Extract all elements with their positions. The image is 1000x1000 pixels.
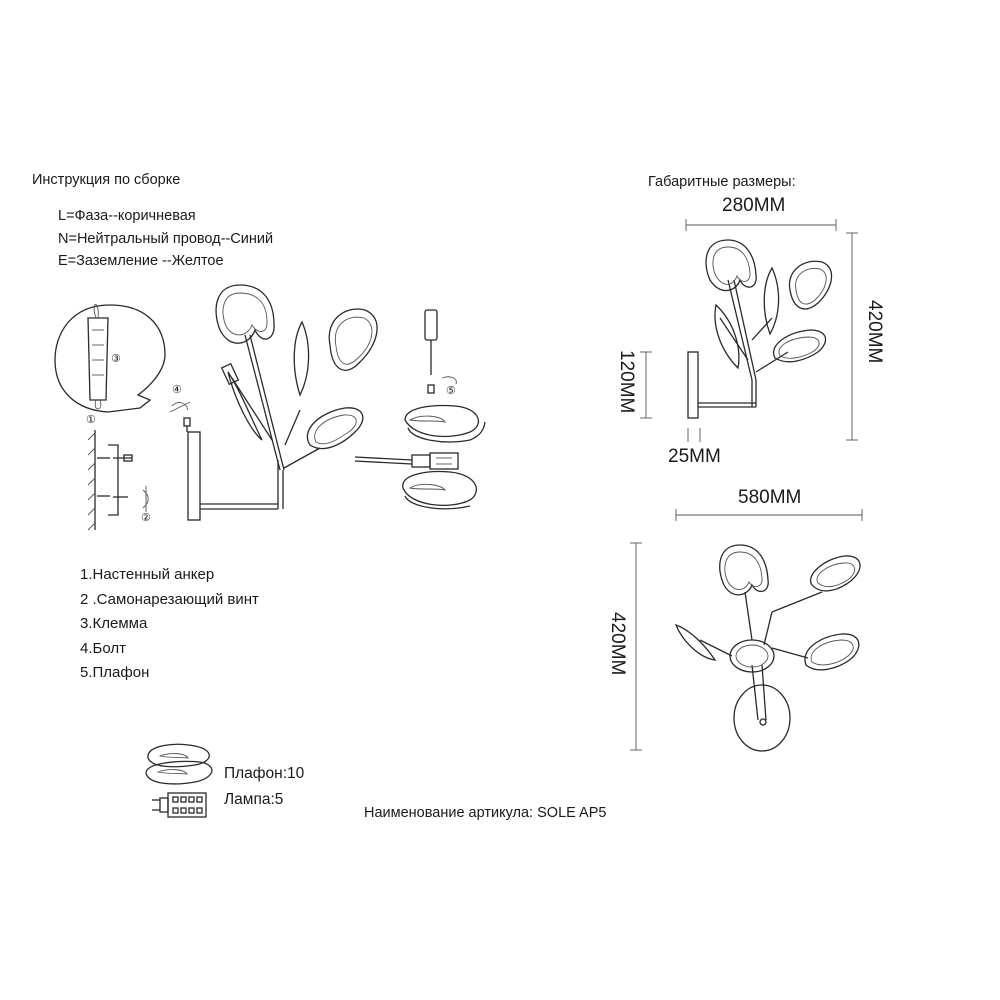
callout-2: ② <box>141 512 151 524</box>
article-name: Наименование артикула: SOLE AP5 <box>364 805 607 821</box>
terminal-detail-bubble <box>55 305 165 413</box>
front-dimension-view <box>630 509 862 751</box>
wiring-neutral: N=Нейтральный провод--Синий <box>58 231 274 247</box>
callout-5: ⑤ <box>446 385 456 397</box>
mount-height-label: 120MM <box>616 350 637 414</box>
part-bolt: 4.Болт <box>80 640 126 657</box>
mount-depth-label: 25MM <box>668 446 721 467</box>
dimensions-title: Габаритные размеры: <box>648 174 796 190</box>
part-shade: 5.Плафон <box>80 664 150 681</box>
lamp-kit-icon <box>152 793 206 817</box>
side-height-label: 420MM <box>864 300 885 364</box>
callout-4: ④ <box>172 384 182 396</box>
front-height-label: 420MM <box>607 612 628 676</box>
fixture-exploded-view <box>188 285 377 520</box>
part-wall-anchor: 1.Настенный анкер <box>80 566 215 583</box>
part-terminal: 3.Клемма <box>80 615 148 632</box>
side-width-label: 280MM <box>722 195 786 216</box>
shade-count: Плафон:10 <box>224 765 305 782</box>
shade-kit-icon <box>146 744 212 784</box>
callout-3: ③ <box>111 353 121 365</box>
wiring-phase: L=Фаза--коричневая <box>58 208 196 224</box>
front-width-label: 580MM <box>738 487 802 508</box>
side-dimension-view <box>640 219 858 442</box>
part-self-tapping-screw: 2 .Самонарезающий винт <box>80 591 259 608</box>
callout-1: ① <box>86 414 96 426</box>
assembly-title: Инструкция по сборке <box>32 172 181 188</box>
lamp-count: Лампа:5 <box>224 791 284 808</box>
wiring-ground: E=Заземление --Желтое <box>58 253 224 269</box>
